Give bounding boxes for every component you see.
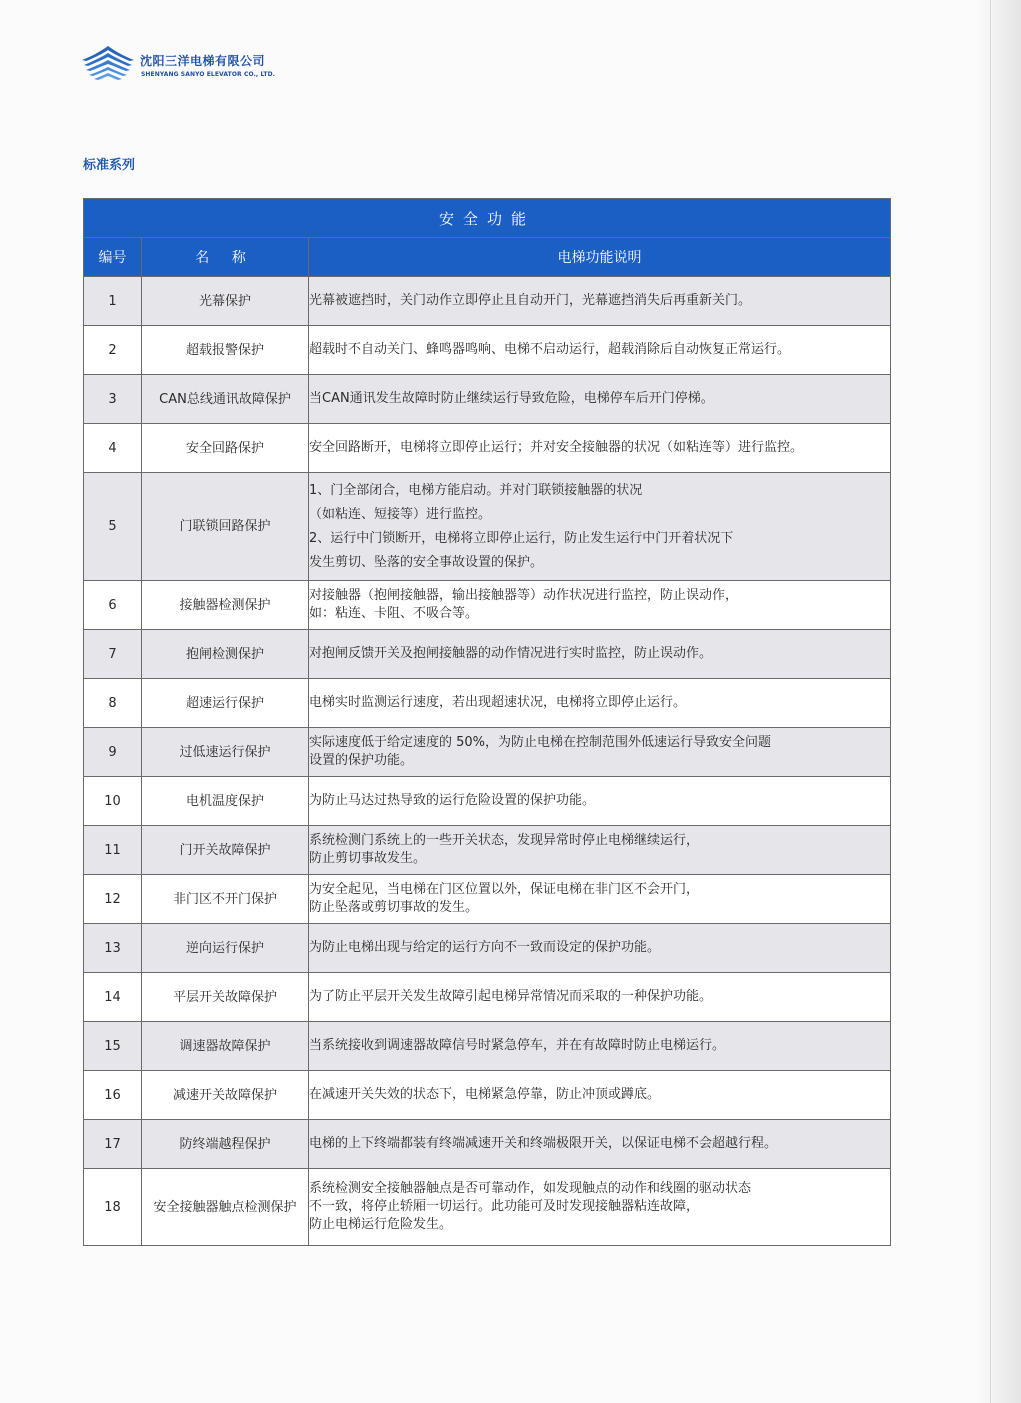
row-function-description: [309, 1022, 891, 1071]
company-logo-icon: [80, 44, 138, 84]
table-row: [84, 581, 891, 630]
description-line: 光幕被遮挡时，关门动作立即停止且自动开门，光幕遮挡消失后再重新关门。: [309, 293, 752, 308]
table-row: [84, 1071, 891, 1120]
row-function-name: 超速运行保护: [142, 679, 309, 728]
row-function-name: 安全回路保护: [142, 424, 309, 473]
table-row: [84, 277, 891, 326]
description-line: 安全回路断开，电梯将立即停止运行；并对安全接触器的状况（如粘连等）进行监控。: [309, 440, 804, 455]
row-function-description: [309, 1169, 891, 1246]
row-function-description: [309, 375, 891, 424]
description-line: 不一致，将停止轿厢一切运行。此功能可及时发现接触器粘连故障，: [309, 1199, 700, 1214]
row-number: 8: [84, 679, 142, 728]
row-function-description: [309, 630, 891, 679]
company-header: [80, 44, 500, 88]
row-function-name: 过低速运行保护: [142, 728, 309, 777]
row-function-description: [309, 875, 891, 924]
column-header-no: 编号: [84, 238, 142, 277]
row-number: 9: [84, 728, 142, 777]
company-name-cn: 沈阳三洋电梯有限公司: [140, 54, 266, 68]
table-row: [84, 424, 891, 473]
row-number: 2: [84, 326, 142, 375]
row-function-description: [309, 1071, 891, 1120]
table-row: [84, 777, 891, 826]
row-number: 6: [84, 581, 142, 630]
description-line: 超载时不自动关门、蜂鸣器鸣响、电梯不启动运行，超载消除后自动恢复正常运行。: [309, 342, 791, 357]
column-header-description: 电梯功能说明: [309, 238, 891, 277]
table-caption: 安全功能: [84, 199, 891, 238]
row-function-description: [309, 679, 891, 728]
row-function-name: 减速开关故障保护: [142, 1071, 309, 1120]
description-line: 为防止电梯出现与给定的运行方向不一致而设定的保护功能。: [309, 940, 661, 955]
row-function-name: 门开关故障保护: [142, 826, 309, 875]
row-function-name: 逆向运行保护: [142, 924, 309, 973]
table-row: [84, 375, 891, 424]
description-line: 为防止马达过热导致的运行危险设置的保护功能。: [309, 793, 596, 808]
row-number: 5: [84, 473, 142, 581]
table-row: [84, 1169, 891, 1246]
table-row: [84, 1120, 891, 1169]
page-edge: [977, 0, 1021, 1403]
row-number: 17: [84, 1120, 142, 1169]
table-row: [84, 473, 891, 581]
description-line: 设置的保护功能。: [309, 753, 414, 768]
row-function-description: [309, 777, 891, 826]
description-line: 为了防止平层开关发生故障引起电梯异常情况而采取的一种保护功能。: [309, 989, 713, 1004]
description-line: 对抱闸反馈开关及抱闸接触器的动作情况进行实时监控，防止误动作。: [309, 646, 713, 661]
row-function-name: 安全接触器触点检测保护: [142, 1169, 309, 1246]
table-body: [84, 277, 891, 1246]
row-number: 10: [84, 777, 142, 826]
description-line: 防止坠落或剪切事故的发生。: [309, 900, 479, 915]
description-line: 系统检测安全接触器触点是否可靠动作，如发现触点的动作和线圈的驱动状态: [309, 1181, 752, 1196]
description-line: 发生剪切、坠落的安全事故设置的保护。: [309, 554, 544, 570]
row-function-description: [309, 473, 891, 581]
description-line: 如：粘连、卡阻、不吸合等。: [309, 606, 479, 621]
row-function-name: 光幕保护: [142, 277, 309, 326]
row-number: 14: [84, 973, 142, 1022]
row-number: 15: [84, 1022, 142, 1071]
description-line: 电梯实时监测运行速度，若出现超速状况，电梯将立即停止运行。: [309, 695, 687, 710]
row-function-name: 非门区不开门保护: [142, 875, 309, 924]
column-header-name: 名 称: [142, 238, 309, 277]
row-number: 11: [84, 826, 142, 875]
row-number: 3: [84, 375, 142, 424]
table-row: [84, 1022, 891, 1071]
section-title: 标准系列: [83, 158, 136, 173]
description-line: 防止电梯运行危险发生。: [309, 1217, 453, 1232]
row-number: 1: [84, 277, 142, 326]
row-function-description: [309, 1120, 891, 1169]
description-line: 在减速开关失效的状态下，电梯紧急停靠，防止冲顶或蹲底。: [309, 1087, 661, 1102]
row-function-description: [309, 424, 891, 473]
table-row: [84, 326, 891, 375]
row-function-name: 接触器检测保护: [142, 581, 309, 630]
description-line: 对接触器（抱闸接触器，输出接触器等）动作状况进行监控，防止误动作，: [309, 588, 739, 603]
table-row: [84, 875, 891, 924]
row-function-description: [309, 581, 891, 630]
table-row: [84, 973, 891, 1022]
row-function-name: 门联锁回路保护: [142, 473, 309, 581]
table-row: [84, 679, 891, 728]
row-function-description: [309, 326, 891, 375]
row-function-description: [309, 728, 891, 777]
description-line: 1、门全部闭合，电梯方能启动。并对门联锁接触器的状况: [309, 482, 643, 498]
row-function-description: [309, 973, 891, 1022]
row-number: 4: [84, 424, 142, 473]
description-line: 2、运行中门锁断开，电梯将立即停止运行，防止发生运行中门开着状况下: [309, 530, 734, 546]
row-function-name: 抱闸检测保护: [142, 630, 309, 679]
description-line: 为安全起见，当电梯在门区位置以外，保证电梯在非门区不会开门，: [309, 882, 700, 897]
row-function-name: 电机温度保护: [142, 777, 309, 826]
row-function-name: 平层开关故障保护: [142, 973, 309, 1022]
description-line: （如粘连、短接等）进行监控。: [309, 506, 492, 522]
description-line: 电梯的上下终端都装有终端减速开关和终端极限开关，以保证电梯不会超越行程。: [309, 1136, 778, 1151]
company-name-en: SHENYANG SANYO ELEVATOR CO., LTD.: [141, 71, 276, 78]
row-function-description: [309, 826, 891, 875]
description-line: 系统检测门系统上的一些开关状态，发现异常时停止电梯继续运行，: [309, 833, 700, 848]
safety-functions-table: [83, 198, 891, 1246]
description-line: 实际速度低于给定速度的 50%，为防止电梯在控制范围外低速运行导致安全问题: [309, 735, 772, 750]
description-line: 防止剪切事故发生。: [309, 851, 427, 866]
row-function-description: [309, 277, 891, 326]
row-function-name: 防终端越程保护: [142, 1120, 309, 1169]
table-row: [84, 728, 891, 777]
row-number: 16: [84, 1071, 142, 1120]
description-line: 当系统接收到调速器故障信号时紧急停车，并在有故障时防止电梯运行。: [309, 1038, 726, 1053]
row-number: 7: [84, 630, 142, 679]
row-function-description: [309, 924, 891, 973]
page-fold-line: [990, 0, 991, 1403]
row-function-name: CAN总线通讯故障保护: [142, 375, 309, 424]
row-number: 18: [84, 1169, 142, 1246]
table-row: [84, 826, 891, 875]
row-function-name: 超载报警保护: [142, 326, 309, 375]
row-function-name: 调速器故障保护: [142, 1022, 309, 1071]
table-row: [84, 630, 891, 679]
description-line: 当CAN通讯发生故障时防止继续运行导致危险，电梯停车后开门停梯。: [309, 391, 714, 406]
row-number: 13: [84, 924, 142, 973]
row-number: 12: [84, 875, 142, 924]
table-row: [84, 924, 891, 973]
